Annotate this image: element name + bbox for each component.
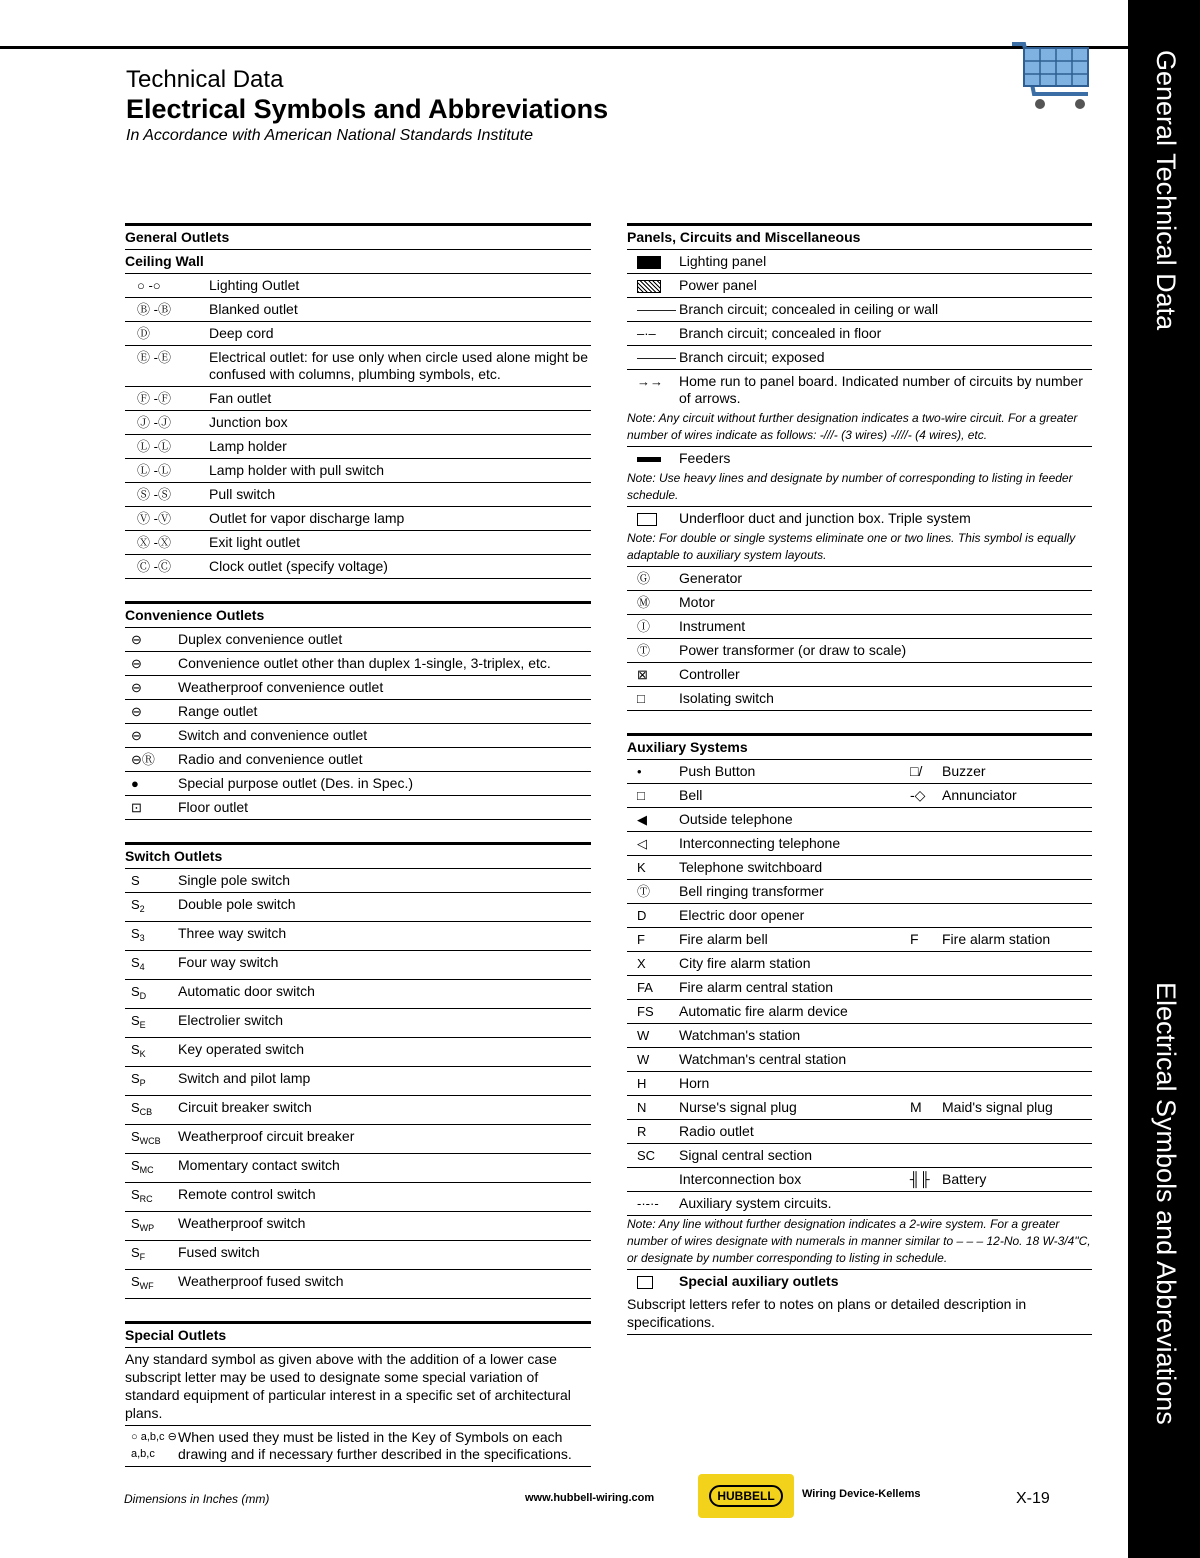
symbol-icon: Ⓛ -Ⓛ [137, 463, 171, 478]
list-item [627, 567, 1092, 591]
symbol-subscript: K [139, 1049, 146, 1059]
item-label: Weatherproof switch [178, 1215, 306, 1231]
list-item: ——— Branch circuit; concealed in ceiling or wall [627, 298, 1092, 322]
item-label: Circuit breaker switch [178, 1099, 312, 1115]
symbol-subscript: 2 [139, 904, 145, 914]
item-label: Outside telephone [679, 811, 793, 827]
symbol-icon: $S_{WP}$ [131, 1216, 155, 1233]
item-label: Isolating switch [679, 690, 774, 706]
switch-outlets-title: Switch Outlets [125, 845, 591, 869]
symbol-icon: Ⓜ [637, 595, 651, 610]
symbol-icon: $S_{WF}$ [131, 1274, 154, 1291]
list-item [627, 784, 1092, 808]
list-item [125, 507, 591, 531]
symbol-icon: ● [131, 776, 139, 791]
panels-title: Panels, Circuits and Miscellaneous [627, 226, 1092, 250]
symbol-icon: □/ [910, 763, 923, 779]
item-label: Lamp holder [209, 438, 287, 454]
list-item [125, 796, 591, 820]
list-item [125, 1154, 591, 1183]
page-number: X-19 [1016, 1490, 1050, 1507]
item-label: Lighting Outlet [209, 277, 300, 293]
list-item: Power panel [627, 274, 1092, 298]
symbol-icon: □ [637, 691, 645, 706]
list-item [125, 628, 591, 652]
list-item [125, 274, 591, 298]
special-outlet-symbol: ○ a,b,c ⊖ a,b,c [131, 1431, 177, 1460]
panels-section [627, 223, 1092, 711]
list-item: Lighting panel [627, 250, 1092, 274]
list-item [627, 952, 1092, 976]
list-item [627, 1168, 1092, 1192]
list-item [125, 1270, 591, 1299]
symbol-icon: -◇ [910, 787, 926, 803]
panels-note-2: Note: Use heavy lines and designate by number of corresponding to listing in feeder schedule. [627, 470, 1092, 507]
item-label: Battery [942, 1171, 987, 1187]
item-label: Floor outlet [178, 799, 249, 815]
item-label: Electrolier switch [178, 1012, 284, 1028]
list-item [125, 951, 591, 980]
panels-note-1: Note: Any circuit without further designation indicates a two-wire circuit. For a greater number of wires indicate as follows: -///- (3 wires) -////- (4 wires), etc. [627, 410, 1092, 447]
list-item [627, 591, 1092, 615]
item-label: Motor [679, 594, 715, 610]
symbol-icon: F [637, 932, 645, 947]
symbol-icon: K [637, 860, 646, 875]
list-item [125, 459, 591, 483]
list-item [627, 615, 1092, 639]
footer-dimensions: Dimensions in Inches (mm) [124, 1492, 270, 1506]
left-column [125, 223, 591, 1489]
item-label: Fan outlet [209, 390, 272, 406]
symbol-icon: ○ -○ [137, 278, 161, 293]
symbol-icon: $S_P$ [131, 1071, 146, 1088]
symbol-subscript: WCB [139, 1136, 161, 1146]
symbol-icon: FA [637, 980, 653, 995]
symbol-icon: ◀ [637, 812, 647, 827]
item-label: Interconnection box [679, 1171, 802, 1187]
list-item [125, 1038, 591, 1067]
list-item [125, 748, 591, 772]
ceiling-wall-title: Ceiling Wall [125, 250, 591, 274]
item-label: Duplex convenience outlet [178, 631, 343, 647]
symbol-icon: □ [637, 788, 645, 803]
item-label: Electrical outlet: for use only when circle used alone might be confused with columns, plumbing symbols, etc. [209, 349, 588, 382]
item-label: Bell [679, 787, 703, 803]
list-item [125, 346, 591, 387]
item-label: Blanked outlet [209, 301, 298, 317]
symbol-icon: -·-·- [637, 1196, 659, 1211]
item-label: Outlet for vapor discharge lamp [209, 510, 405, 526]
symbol-icon: $S_{RC}$ [131, 1187, 153, 1204]
list-item [627, 639, 1092, 663]
list-item [627, 1096, 1092, 1120]
symbol-icon: FS [637, 1004, 654, 1019]
symbol-icon: Ⓕ -Ⓕ [137, 391, 171, 406]
switch-outlets-section [125, 842, 591, 1299]
exposed-line-icon: ——— [637, 350, 676, 365]
item-label: Fire alarm station [942, 931, 1051, 947]
list-item [125, 1183, 591, 1212]
symbol-icon: ⊡ [131, 800, 142, 815]
hubbell-logo: HUBBELL [698, 1474, 794, 1518]
list-item [125, 435, 591, 459]
list-item [125, 1096, 591, 1125]
symbol-subscript: WP [139, 1223, 155, 1233]
item-label: Push Button [679, 763, 756, 779]
convenience-outlets-title: Convenience Outlets [125, 604, 591, 628]
list-item [627, 880, 1092, 904]
symbol-subscript: MC [139, 1165, 154, 1175]
list-item [125, 700, 591, 724]
symbol-icon: $S_F$ [131, 1245, 146, 1262]
list-item [125, 922, 591, 951]
list-item [125, 387, 591, 411]
item-label: Deep cord [209, 325, 274, 341]
special-outlets-text: Any standard symbol as given above with the addition of a lower case subscript letter may be used to designate some special variation of standard equipment of particular interest in a specific set of architectural plans. [125, 1348, 591, 1426]
special-outlets-title: Special Outlets [125, 1324, 591, 1348]
item-label: Watchman's central station [679, 1051, 847, 1067]
list-item [125, 411, 591, 435]
symbol-icon: $S_2$ [131, 897, 145, 914]
list-item [125, 1212, 591, 1241]
list-item [627, 856, 1092, 880]
list-item [125, 676, 591, 700]
item-label: Clock outlet (specify voltage) [209, 558, 388, 574]
special-auxiliary-row: Special auxiliary outlets [627, 1270, 1092, 1293]
symbol-subscript: CB [139, 1107, 153, 1117]
item-label: Special purpose outlet (Des. in Spec.) [178, 775, 414, 791]
dash-line-icon: –·– [637, 326, 656, 341]
symbol-icon: D [637, 908, 647, 923]
item-label: Radio and convenience outlet [178, 751, 363, 767]
symbol-icon: Ⓑ -Ⓑ [137, 302, 171, 317]
symbol-icon: ⊖ [131, 632, 142, 647]
shopping-cart-icon[interactable] [1010, 36, 1104, 112]
home-run-arrow-icon: →→ [637, 374, 663, 389]
item-label: Switch and convenience outlet [178, 727, 368, 743]
list-item [627, 832, 1092, 856]
list-item [627, 1048, 1092, 1072]
item-label: Auxiliary system circuits. [679, 1195, 832, 1211]
list-item [125, 980, 591, 1009]
list-item [627, 904, 1092, 928]
list-item [125, 322, 591, 346]
item-label: Weatherproof fused switch [178, 1273, 344, 1289]
symbol-icon: $S_{CB}$ [131, 1100, 153, 1117]
item-label: Weatherproof circuit breaker [178, 1128, 355, 1144]
symbol-subscript: 3 [139, 933, 145, 943]
list-item [627, 976, 1092, 1000]
auxiliary-note: Note: Any line without further designation indicates a 2-wire system. For a greater number of wires designate with numerals in manner similar to – – – 12-No. 18 W-3/4"C, or designate by number corresponding to listing in schedule. [627, 1216, 1092, 1270]
item-label: Three way switch [178, 925, 287, 941]
symbol-subscript: F [139, 1252, 146, 1262]
special-aux-icon [637, 1276, 653, 1289]
item-label: Junction box [209, 414, 288, 430]
list-item [125, 298, 591, 322]
item-label: Radio outlet [679, 1123, 754, 1139]
item-label: Pull switch [209, 486, 276, 502]
item-label: Weatherproof convenience outlet [178, 679, 384, 695]
footer-brand: Wiring Device-Kellems [802, 1488, 921, 1500]
symbol-icon: ⊖ [131, 728, 142, 743]
list-item [627, 808, 1092, 832]
item-label: Buzzer [942, 763, 986, 779]
footer-url[interactable]: www.hubbell-wiring.com [525, 1492, 655, 1504]
convenience-outlets-section [125, 601, 591, 820]
power-panel-icon [637, 280, 661, 293]
list-item [627, 1000, 1092, 1024]
special-outlets-key-row [125, 1426, 591, 1467]
item-label: Exit light outlet [209, 534, 301, 550]
auxiliary-section [627, 733, 1092, 1335]
list-item [627, 1192, 1092, 1216]
item-label: Switch and pilot lamp [178, 1070, 311, 1086]
item-label: Range outlet [178, 703, 258, 719]
symbol-subscript: E [139, 1020, 146, 1030]
symbol-icon: $S_3$ [131, 926, 145, 943]
list-item [125, 1125, 591, 1154]
symbol-icon: Ⓖ [637, 571, 651, 586]
list-item [125, 483, 591, 507]
symbol-icon: $S_{MC}$ [131, 1158, 154, 1175]
symbol-icon: W [637, 1052, 650, 1067]
item-label: Fire alarm central station [679, 979, 834, 995]
feeder-line-icon [637, 457, 661, 462]
item-label: Generator [679, 570, 743, 586]
list-item [125, 1009, 591, 1038]
symbol-icon: M [910, 1099, 922, 1115]
item-label: Electric door opener [679, 907, 805, 923]
list-item [125, 555, 591, 579]
list-item: Underfloor duct and junction box. Triple system [627, 507, 1092, 530]
list-item [627, 760, 1092, 784]
item-label: Maid's signal plug [942, 1099, 1053, 1115]
symbol-icon: Ⓘ [637, 619, 651, 634]
symbol-icon: ⊖ [131, 656, 142, 671]
sidebar-top-label: General Technical Data [1151, 50, 1181, 331]
section-label: Technical Data [126, 66, 284, 93]
symbol-icon: X [637, 956, 646, 971]
symbol-icon: Ⓧ -Ⓧ [137, 535, 171, 550]
item-label: Remote control switch [178, 1186, 316, 1202]
item-label: Telephone switchboard [679, 859, 823, 875]
page-title: Electrical Symbols and Abbreviations [126, 94, 609, 124]
list-item [125, 531, 591, 555]
symbol-icon: $S_{WCB}$ [131, 1129, 161, 1146]
symbol-icon: Ⓢ -Ⓢ [137, 487, 171, 502]
list-item [627, 663, 1092, 687]
item-label: Automatic fire alarm device [679, 1003, 848, 1019]
item-label: Double pole switch [178, 896, 296, 912]
lighting-panel-icon [637, 256, 661, 269]
item-label: Automatic door switch [178, 983, 315, 999]
symbol-icon: • [637, 764, 642, 779]
symbol-icon: ⊖Ⓡ [131, 752, 155, 767]
list-item: Feeders [627, 447, 1092, 470]
top-rule [0, 46, 1128, 49]
solid-line-icon: ——— [637, 302, 676, 317]
symbol-icon: $S_D$ [131, 984, 147, 1001]
symbol-icon: Ⓒ -Ⓒ [137, 559, 171, 574]
symbol-icon: Ⓣ [637, 884, 651, 899]
item-label: Fire alarm bell [679, 931, 768, 947]
item-label: Bell ringing transformer [679, 883, 824, 899]
symbol-icon: R [637, 1124, 647, 1139]
symbol-icon: ╢╟ [910, 1171, 930, 1187]
symbol-icon: Ⓛ -Ⓛ [137, 439, 171, 454]
symbol-icon: ⊠ [637, 667, 648, 682]
item-label: Convenience outlet other than duplex 1-single, 3-triplex, etc. [178, 655, 551, 671]
list-item [627, 687, 1092, 711]
symbol-icon: S [131, 873, 140, 888]
general-outlets-section [125, 223, 591, 579]
symbol-icon: ◁ [637, 836, 647, 851]
special-outlets-note: When used they must be listed in the Key of Symbols on each drawing and if necessary further described in the specifications. [178, 1429, 572, 1462]
list-item [627, 1120, 1092, 1144]
duct-icon [637, 513, 657, 526]
list-item [627, 1144, 1092, 1168]
item-label: Lamp holder with pull switch [209, 462, 385, 478]
list-item: ——— Branch circuit; exposed [627, 346, 1092, 370]
list-item: –·– Branch circuit; concealed in floor [627, 322, 1092, 346]
item-label: Annunciator [942, 787, 1017, 803]
symbol-icon: Ⓥ -Ⓥ [137, 511, 171, 526]
auxiliary-title: Auxiliary Systems [627, 736, 1092, 760]
symbol-subscript: P [139, 1078, 146, 1088]
list-item [125, 893, 591, 922]
symbol-icon: $S_4$ [131, 955, 145, 972]
item-label: Key operated switch [178, 1041, 305, 1057]
item-label: Controller [679, 666, 740, 682]
item-label: Instrument [679, 618, 746, 634]
symbol-icon: ⊖ [131, 704, 142, 719]
symbol-subscript: D [139, 991, 147, 1001]
list-item [125, 1067, 591, 1096]
item-label: Fused switch [178, 1244, 260, 1260]
symbol-icon: ⊖ [131, 680, 142, 695]
list-item [125, 1241, 591, 1270]
symbol-icon: W [637, 1028, 650, 1043]
list-item [125, 869, 591, 893]
symbol-icon: N [637, 1100, 647, 1115]
general-outlets-title: General Outlets [125, 226, 591, 250]
item-label: Four way switch [178, 954, 279, 970]
list-item: →→ Home run to panel board. Indicated number of circuits by number of arrows. [627, 370, 1092, 410]
symbol-icon: Ⓓ [137, 326, 151, 341]
symbol-icon: $S_E$ [131, 1013, 146, 1030]
right-column [627, 223, 1092, 1357]
item-label: Watchman's station [679, 1027, 801, 1043]
symbol-subscript: RC [139, 1194, 153, 1204]
item-label: Momentary contact switch [178, 1157, 340, 1173]
panels-note-3: Note: For double or single systems eliminate one or two lines. This symbol is equally adaptable to auxiliary system layouts. [627, 530, 1092, 567]
list-item [125, 772, 591, 796]
symbol-icon: SC [637, 1148, 656, 1163]
page-subtitle: In Accordance with American National Standards Institute [126, 127, 534, 144]
symbol-icon: Ⓔ -Ⓔ [137, 350, 171, 365]
item-label: Signal central section [679, 1147, 813, 1163]
symbol-subscript: WF [139, 1281, 154, 1291]
symbol-icon: H [637, 1076, 647, 1091]
list-item [125, 652, 591, 676]
item-label: Power transformer (or draw to scale) [679, 642, 907, 658]
symbol-icon: Ⓙ -Ⓙ [137, 415, 171, 430]
symbol-subscript: 4 [139, 962, 145, 972]
item-label: Nurse's signal plug [679, 1099, 797, 1115]
list-item [627, 1024, 1092, 1048]
item-label: Single pole switch [178, 872, 291, 888]
symbol-icon: F [910, 931, 919, 947]
symbol-icon: $S_K$ [131, 1042, 146, 1059]
item-label: Horn [679, 1075, 710, 1091]
list-item [627, 928, 1092, 952]
list-item [125, 724, 591, 748]
special-outlets-section [125, 1321, 591, 1467]
item-label: City fire alarm station [679, 955, 811, 971]
symbol-icon: Ⓣ [637, 643, 651, 658]
list-item [627, 1072, 1092, 1096]
sidebar-bottom-label: Electrical Symbols and Abbreviations [1151, 982, 1181, 1425]
special-auxiliary-text: Subscript letters refer to notes on plans or detailed description in specifications. [627, 1293, 1092, 1335]
item-label: Interconnecting telephone [679, 835, 841, 851]
